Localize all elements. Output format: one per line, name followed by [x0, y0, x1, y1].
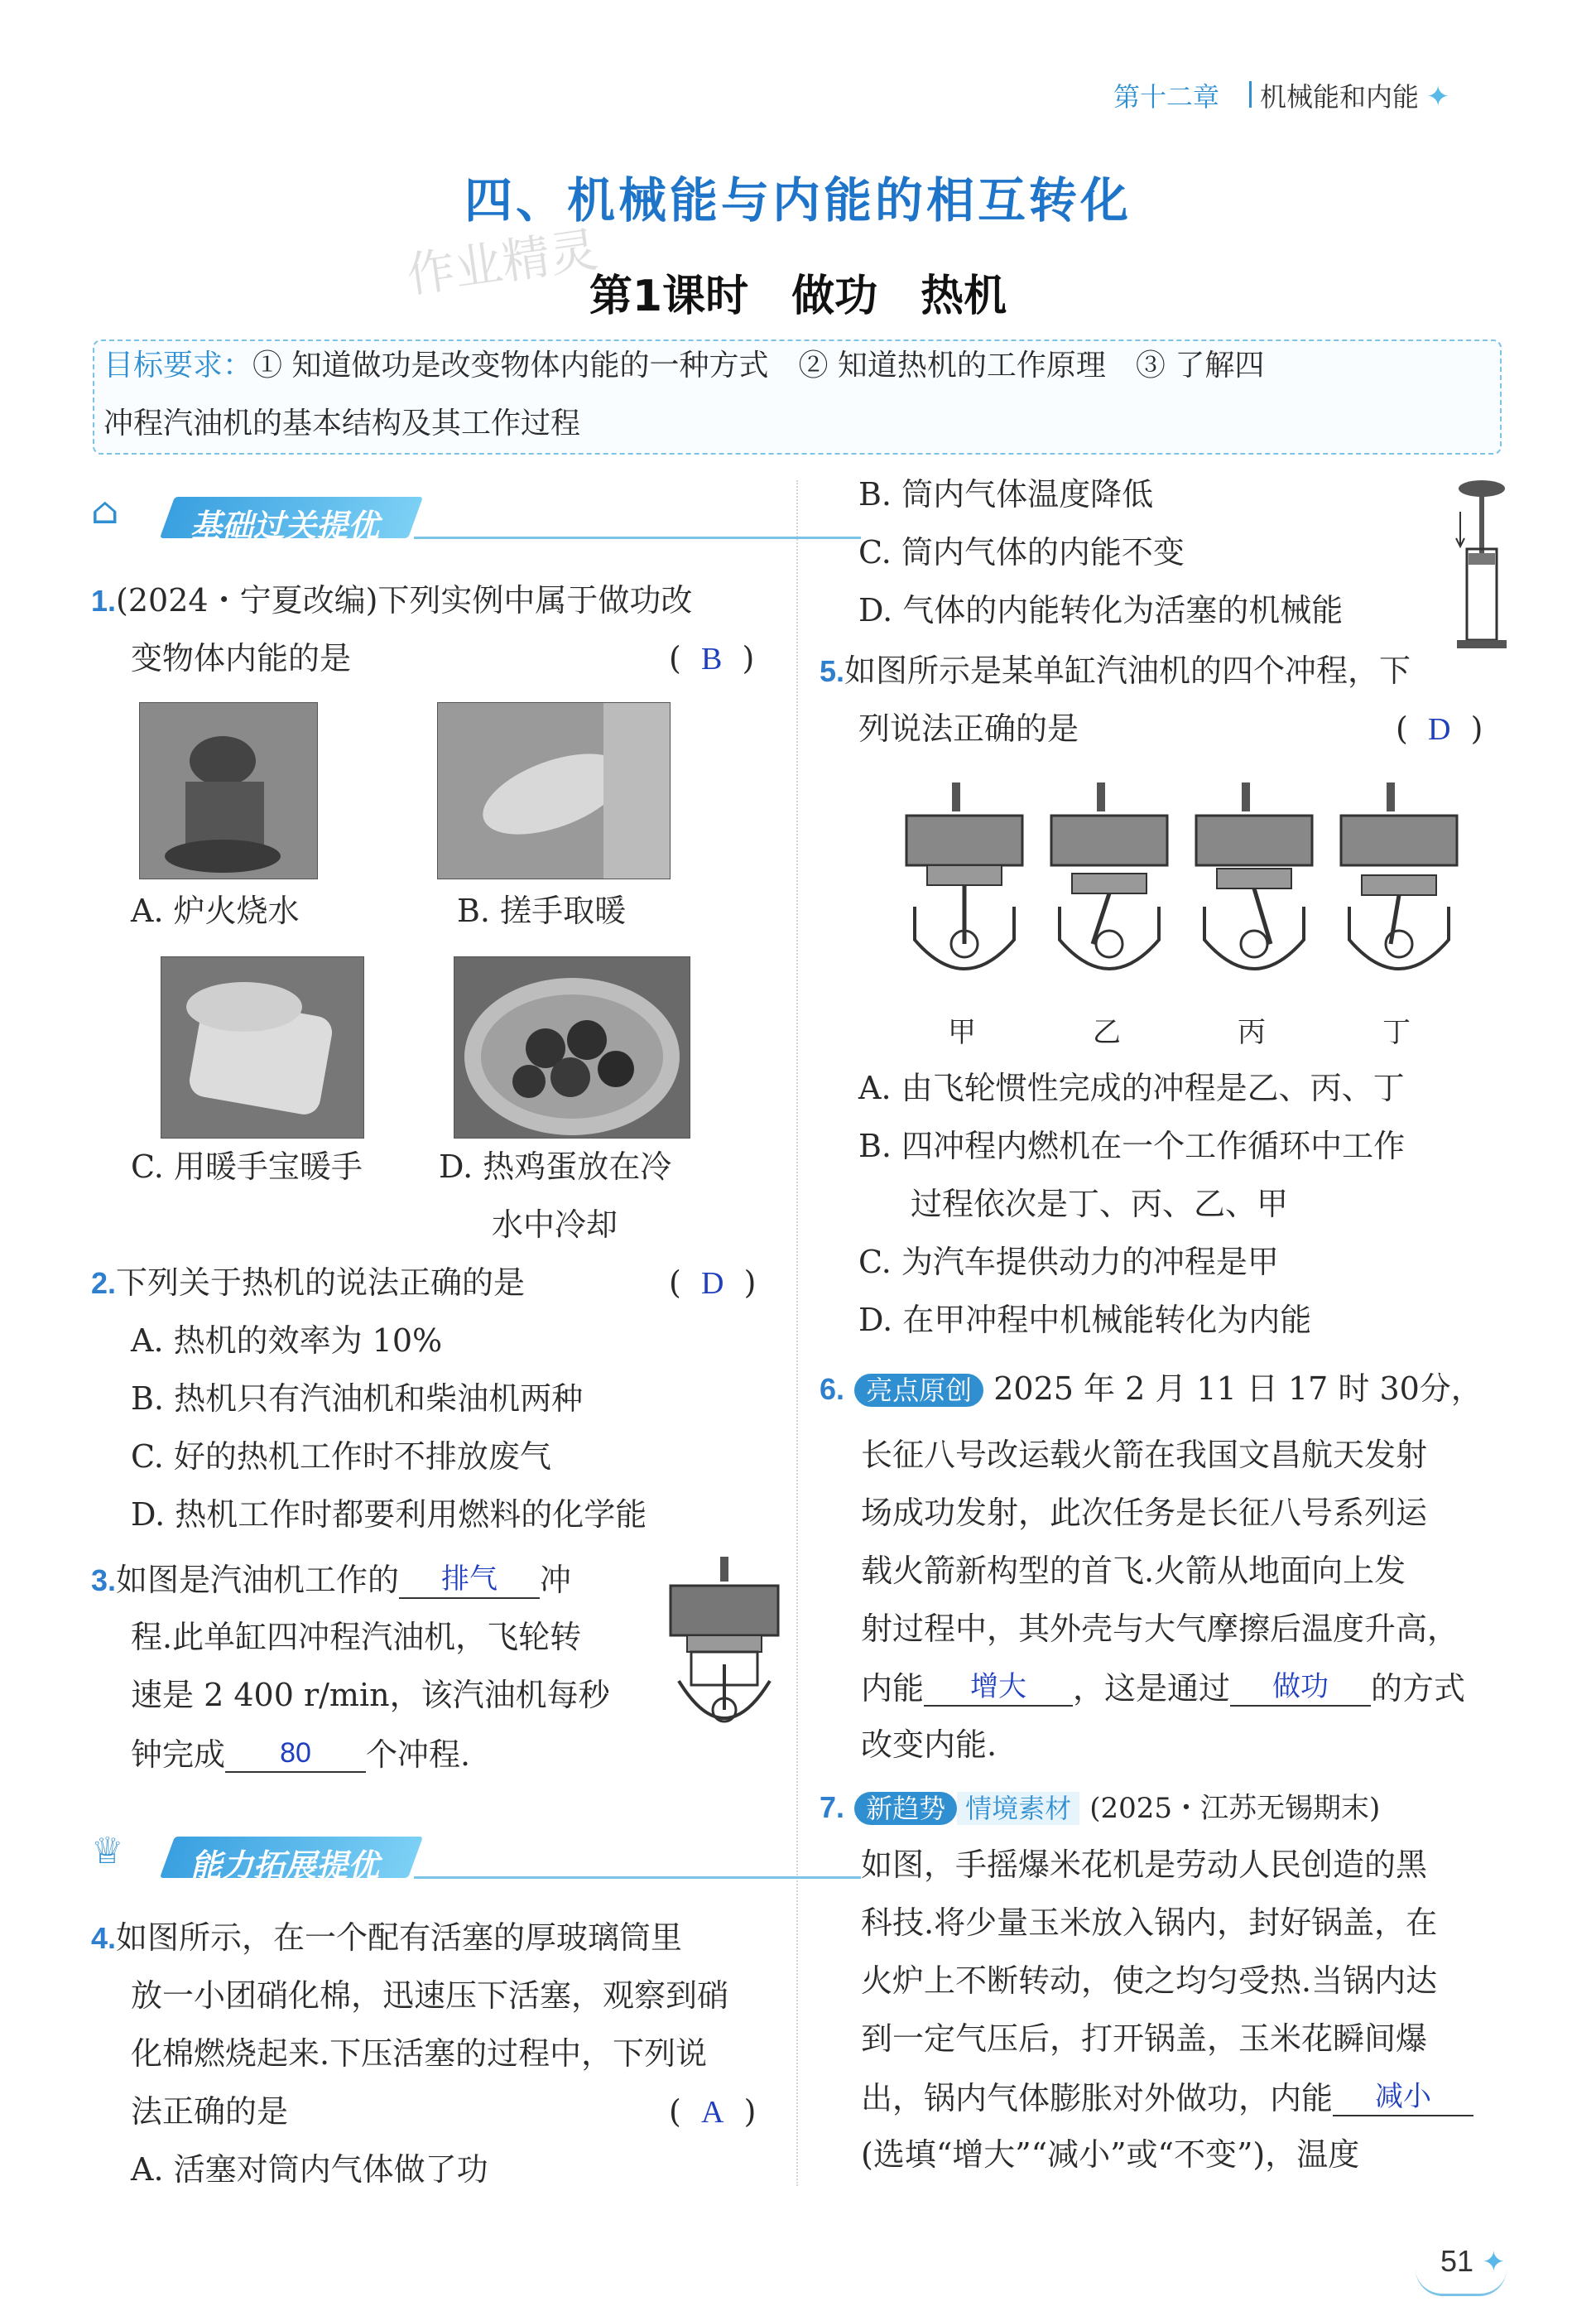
sparkle-icon: ✦ [1482, 2246, 1506, 2278]
engine-ding [1341, 782, 1457, 969]
trophy-icon: ♕ [91, 1830, 124, 1872]
q1-option-c: C. 用暖手宝暖手 [131, 1148, 363, 1185]
q4-answer: ( A ) [669, 2093, 757, 2130]
q2-option-c: C. 好的热机工作时不排放废气 [131, 1438, 551, 1475]
q7-line-6: (选填“增大”“减小”或“不变”)，温度 [861, 2136, 1360, 2173]
q3-blank-1: 排气 [399, 1561, 540, 1599]
goal-line-1: 目标要求：① 知道做功是改变物体内能的一种方式 ② 知道热机的工作原理 ③ 了解四 [103, 349, 1265, 383]
q7-line-0: 7. 新趋势 情境素材 (2025・江苏无锡期末) [820, 1790, 1381, 1825]
q5-option-b-cont: 过程依次是丁、丙、乙、甲 [911, 1186, 1289, 1222]
q3-line-1: 3.如图是汽油机工作的 排气 冲 [91, 1562, 572, 1598]
section-title: 四、机械能与内能的相互转化 [464, 172, 1132, 229]
q6-line-3: 场成功发射，此次任务是长征八号系列运 [861, 1495, 1428, 1531]
q6-blank-1: 增大 [924, 1668, 1073, 1707]
q7-line-1: 如图，手摇爆米花机是劳动人民创造的黑 [861, 1847, 1428, 1883]
q5-line-2: 列说法正确的是 [858, 710, 1079, 747]
q5-line-1: 5.如图所示是某单缸汽油机的四个冲程，下 [820, 652, 1411, 689]
q1-option-d-cont: 水中冷却 [492, 1206, 618, 1243]
q6-line-2: 长征八号改运载火箭在我国文昌航天发射 [861, 1437, 1428, 1473]
chapter-title: 机械能和内能 ✦ [1260, 81, 1450, 113]
tag-scenario: 情境素材 [957, 1792, 1079, 1825]
badge-new-trend: 新趋势 [854, 1792, 957, 1825]
q4-option-d: D. 气体的内能转化为活塞的机械能 [858, 592, 1344, 628]
label-yi: 乙 [1093, 1016, 1121, 1049]
q1-option-d: D. 热鸡蛋放在冷 [439, 1148, 672, 1185]
label-jia: 甲 [948, 1016, 976, 1049]
q6-blank-2: 做功 [1230, 1668, 1371, 1707]
chapter-label: 第十二章 [1113, 82, 1220, 112]
q4-option-a: A. 活塞对筒内气体做了功 [131, 2151, 488, 2188]
banner-basic: ⌂ 基础过关提优 [91, 490, 869, 538]
q6-line-6: 内能 增大 ，这是通过 做功 的方式 [861, 1670, 1466, 1707]
q7-line-3: 火炉上不断转动，使之均匀受热.当锅内达 [861, 1962, 1438, 1999]
q5-option-a: A. 由飞轮惯性完成的冲程是乙、丙、丁 [858, 1070, 1405, 1106]
q3-line-3: 速是 2 400 r/min，该汽油机每秒 [131, 1677, 610, 1713]
q3-line-2: 程.此单缸四冲程汽油机，飞轮转 [131, 1619, 582, 1655]
label-ding: 丁 [1382, 1016, 1411, 1049]
engine-jia [906, 782, 1022, 969]
q6-line-7: 改变内能. [861, 1726, 997, 1763]
badge-original: 亮点原创 [854, 1374, 983, 1407]
q6-line-5: 射过程中，其外壳与大气摩擦后温度升高， [861, 1611, 1459, 1647]
q4-line-2: 放一小团硝化棉，迅速压下活塞，观察到硝 [131, 1977, 729, 2014]
photo-eggs-in-water [454, 956, 690, 1139]
engine-bing [1196, 782, 1312, 969]
q7-blank-1: 减小 [1333, 2078, 1473, 2116]
q3-blank-2: 80 [225, 1735, 366, 1773]
photo-rubbing-hands [437, 702, 671, 879]
q4-option-c: C. 筒内气体的内能不变 [858, 534, 1185, 571]
q5-option-d: D. 在甲冲程中机械能转化为内能 [858, 1302, 1312, 1338]
q7-line-2: 科技.将少量玉米放入锅内，封好锅盖，在 [861, 1904, 1438, 1941]
q7-line-5: 出，锅内气体膨胀对外做功，内能 减小 [861, 2078, 1473, 2116]
engine-yi [1051, 782, 1167, 969]
goal-line-2: 冲程汽油机的基本结构及其工作过程 [103, 407, 581, 441]
q1-option-a: A. 炉火烧水 [131, 893, 300, 929]
q2-answer: ( D ) [669, 1264, 757, 1301]
q7-line-4: 到一定气压后，打开锅盖，玉米花瞬间爆 [861, 2020, 1428, 2057]
q2-option-d: D. 热机工作时都要利用燃料的化学能 [131, 1496, 647, 1533]
house-icon: ⌂ [91, 490, 119, 532]
banner-ability: ♕ 能力拓展提优 [91, 1830, 869, 1878]
header-divider [1249, 81, 1252, 108]
page-number: 51 ✦ [1440, 2244, 1506, 2278]
photo-hand-warmer [161, 956, 364, 1139]
q1-answer: ( B ) [669, 640, 755, 677]
lesson-title: 第1课时 做功 热机 [589, 272, 1007, 321]
q5-answer: ( D ) [1396, 710, 1483, 747]
column-divider [796, 480, 798, 2186]
four-stroke-diagrams [898, 782, 1511, 998]
q1-line-2: 变物体内能的是 [131, 640, 352, 677]
photo-stove-kettle [139, 702, 318, 879]
sparkle-icon: ✦ [1425, 81, 1450, 113]
q2-option-b: B. 热机只有汽油机和柴油机两种 [131, 1380, 584, 1417]
q5-option-b: B. 四冲程内燃机在一个工作循环中工作 [858, 1128, 1406, 1164]
glass-cylinder-diagram [1449, 479, 1515, 652]
q2-option-a: A. 热机的效率为 10% [131, 1322, 443, 1359]
q4-option-b: B. 筒内气体温度降低 [858, 476, 1154, 513]
q2-stem: 2.下列关于热机的说法正确的是 [91, 1264, 526, 1301]
q1-line-1: 1.(2024・宁夏改编)下列实例中属于做功改 [91, 582, 693, 619]
q4-line-4: 法正确的是 [131, 2093, 289, 2130]
label-bing: 丙 [1238, 1016, 1266, 1049]
q1-option-b: B. 搓手取暖 [457, 893, 627, 929]
engine-diagram-exhaust [662, 1557, 786, 1747]
watermark: 作业精灵 [403, 221, 602, 304]
q5-option-c: C. 为汽车提供动力的冲程是甲 [858, 1244, 1279, 1280]
q6-line-1: 6. 亮点原创 2025 年 2 月 11 日 17 时 30分， [820, 1370, 1483, 1407]
q4-line-1: 4.如图所示，在一个配有活塞的厚玻璃筒里 [91, 1919, 683, 1956]
q6-line-4: 载火箭新构型的首飞.火箭从地面向上发 [861, 1553, 1406, 1589]
q3-line-4: 钟完成 80 个冲程. [131, 1736, 471, 1773]
q4-line-3: 化棉燃烧起来.下压活塞的过程中，下列说 [131, 2035, 708, 2072]
